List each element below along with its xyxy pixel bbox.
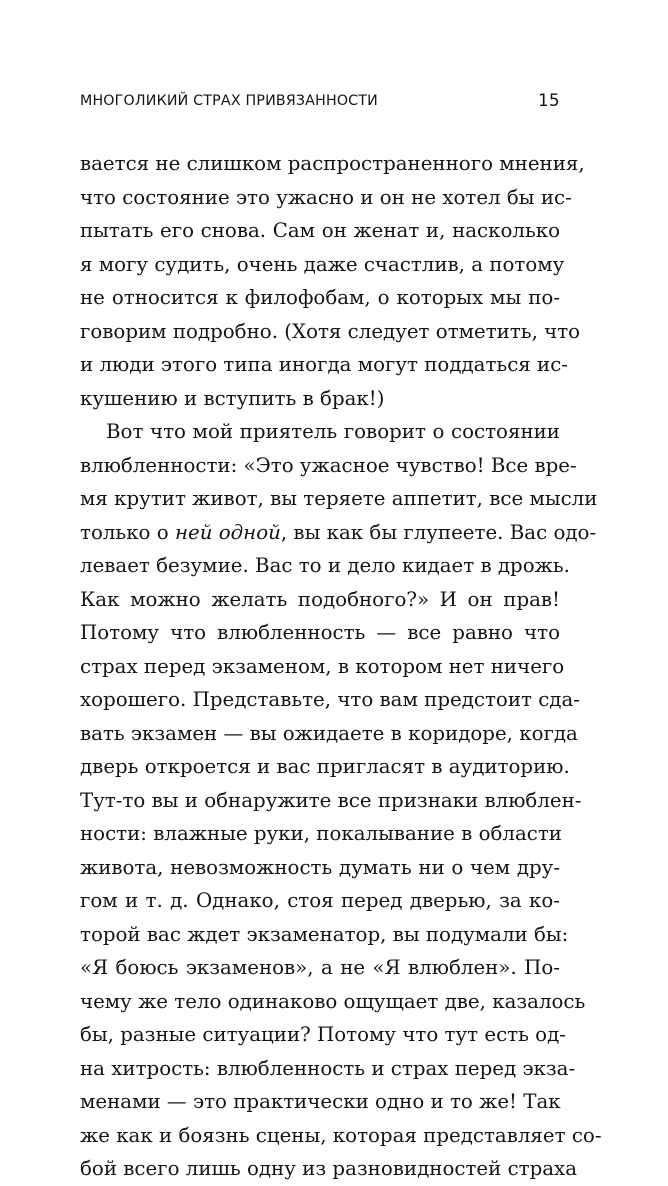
text-line: бой всего лишь одну из разновидностей страха [80, 1157, 577, 1180]
text-line: хорошего. Представьте, что вам предстоит сда- [80, 688, 580, 711]
text-line: гом и т. д. Однако, стоя перед дверью, за ко- [80, 889, 560, 912]
text-line: живота, невозможность думать ни о чем дру- [80, 855, 560, 879]
text-line: Потому что влюбленность — все равно что [80, 621, 560, 644]
page-number: 15 [538, 91, 560, 111]
text-line: Тут-то вы и обнаружите все признаки влюблен- [80, 788, 582, 812]
text-line: кушению и вступить в брак!) [80, 386, 385, 410]
text-line: и люди этого типа иногда могут поддаться ис- [80, 353, 568, 376]
text-line: ности: влажные руки, покалывание в области [80, 822, 562, 845]
body-text [80, 147, 602, 1186]
text-line: Как можно желать подобного?» И он прав! [80, 587, 560, 611]
text-line: страх перед экзаменом, в котором нет ничего [80, 654, 565, 678]
text-line: менами — это практически одно и то же! Так [80, 1090, 561, 1113]
running-head: МНОГОЛИКИЙ СТРАХ ПРИВЯЗАННОСТИ [80, 93, 378, 109]
text-line: на хитрость: влюбленность и страх перед экза- [80, 1056, 576, 1080]
text-line: влюбленности: «Это ужасное чувство! Все вре- [80, 453, 577, 477]
text-line: дверь откроется и вас пригласят в аудиторию. [80, 755, 570, 778]
text-line: же как и боязнь сцены, которая представляет со- [80, 1123, 602, 1147]
text-fragment: только о [80, 520, 169, 544]
text-line: бы, разные ситуации? Потому что тут есть од- [80, 1023, 566, 1046]
text-line: пытать его снова. Сам он женат и, насколько [80, 219, 560, 242]
text-line: «Я боюсь экзаменов», а не «Я влюблен». По- [80, 956, 560, 979]
text-line: я могу судить, очень даже счастлив, а потому [80, 252, 565, 276]
text-line: мя крутит живот, вы теряете аппетит, все мысли [80, 487, 598, 510]
emphasized-phrase: ней одной [174, 520, 281, 544]
text-line: левает безумие. Вас то и дело кидает в дрожь. [80, 554, 570, 577]
text-fragment: , вы как бы глупеете. Вас одо- [280, 520, 597, 544]
text-line: торой вас ждет экзаменатор, вы подумали бы: [80, 922, 569, 946]
text-line: вать экзамен — вы ожидаете в коридоре, когда [80, 721, 578, 745]
text-line: чему же тело одинаково ощущает две, казалось [80, 989, 586, 1013]
text-line: что состояние это ужасно и он не хотел бы ис- [80, 185, 572, 209]
text-line: вается не слишком распространенного мнения, [80, 152, 585, 175]
text-line-with-emphasis [80, 516, 597, 550]
text-line: говорим подробно. (Хотя следует отметить, что [80, 319, 581, 343]
text-line: Вот что мой приятель говорит о состоянии [106, 420, 560, 443]
text-line: не относится к филофобам, о которых мы по- [80, 286, 560, 309]
